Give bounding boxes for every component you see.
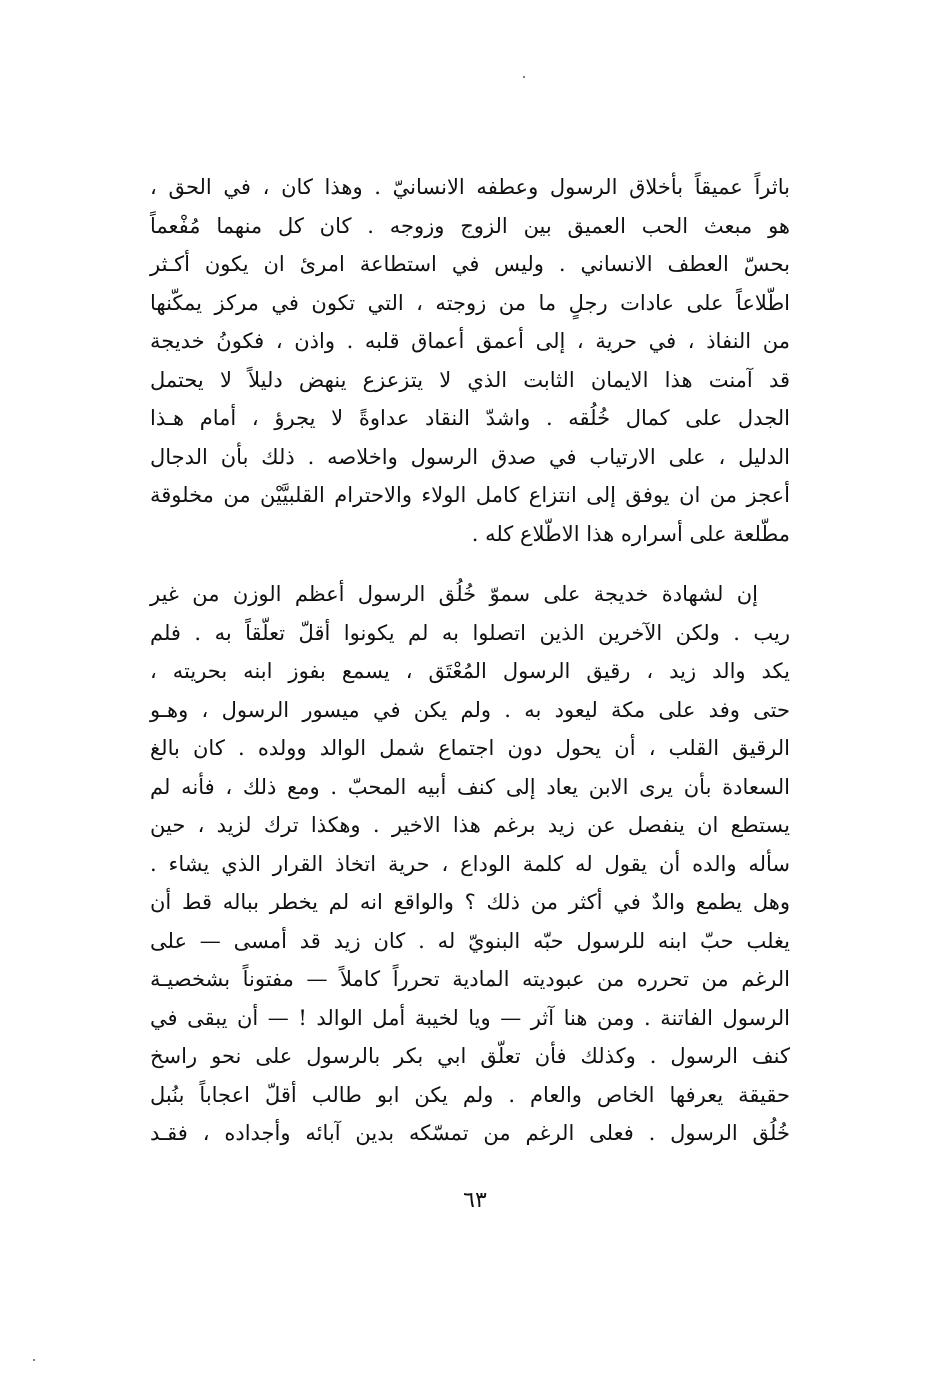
ink-speck bbox=[33, 1359, 35, 1361]
text-line: قد آمنت هذا الايمان الثابت الذي لا يتزعزع ينهض دليلاً لا يحتمل bbox=[150, 367, 790, 392]
text-line: من النفاذ ، في حرية ، إلى أعمق أعماق قلبه . واذن ، فكونُ خديجة bbox=[150, 329, 790, 353]
text-line: الجدل على كمال خُلُقه . واشدّ النقاد عداوةً لا يجرؤ ، أمام هـذا bbox=[150, 406, 790, 430]
paragraph-1 bbox=[150, 168, 790, 553]
text-line: حقيقة يعرفها الخاص والعام . ولم يكن ابو طالب أقلّ اعجاباً بنُبل bbox=[150, 1082, 790, 1107]
text-line: مطّلعة على أسراره هذا الاطّلاع كله . bbox=[471, 521, 790, 546]
text-line: كنف الرسول . وكذلك فأن تعلّق ابي بكر بالرسول على نحو راسخ bbox=[150, 1044, 790, 1068]
text-line: يغلب حبّ ابنه للرسول حبّه البنويّ له . كان زيد قد أمسى — على bbox=[150, 928, 790, 953]
text-line: خُلُق الرسول . فعلى الرغم من تمسّكه بدين آبائه وأجداده ، فقـد bbox=[150, 1121, 790, 1145]
text-line: أعجز من ان يوفق إلى انتزاع كامل الولاء والاحترام القلبيَّيْن من مخلوقة bbox=[150, 483, 790, 507]
text-line: بحسّ العطف الانساني . وليس في استطاعة امرئ ان يكون أكـثر bbox=[150, 252, 790, 276]
text-line: اطّلاعاً على عادات رجلٍ ما من زوجته ، التي تكون في مركز يمكّنها bbox=[150, 290, 790, 315]
text-line: حتى وفد على مكة ليعود به . ولم يكن في ميسور الرسول ، وهـو bbox=[150, 697, 790, 722]
text-line: هو مبعث الحب العميق بين الزوج وزوجه . كان كل منهما مُفْعماً bbox=[150, 213, 790, 238]
text-line: إن لشهادة خديجة على سموّ خُلُق الرسول أعظم الوزن من غير bbox=[150, 582, 758, 606]
text-line: الرقيق القلب ، أن يحول دون اجتماع شمل الوالد وولده . كان بالغ bbox=[150, 736, 790, 760]
text-line: سأله والده أن يقول له كلمة الوداع ، حرية اتخاذ القرار الذي يشاء . bbox=[150, 851, 790, 876]
text-line: يستطع ان ينفصل عن زيد برغم هذا الاخير . وهكذا ترك لزيد ، حين bbox=[150, 813, 790, 837]
text-line: الدليل ، على الارتياب في صدق الرسول واخلاصه . ذلك بأن الدجال bbox=[150, 444, 790, 469]
text-line: وهل يطمع والدٌ في أكثر من ذلك ؟ والواقع انه لم يخطر بباله قط أن bbox=[150, 890, 791, 914]
text-line: ريب . ولكن الآخرين الذين اتصلوا به لم يكونوا أقلّ تعلّقاً به . فلم bbox=[150, 620, 790, 645]
text-line: الرغم من تحرره من عبوديته المادية تحرراً كاملاً — مفتوناً بشخصيـة bbox=[150, 967, 790, 991]
text-line: السعادة بأن يرى الابن يعاد إلى كنف أبيه المحبّ . ومع ذلك ، فأنه لم bbox=[150, 774, 790, 799]
ink-speck bbox=[523, 76, 525, 78]
paragraph-2 bbox=[150, 575, 790, 1153]
text-line: باثراً عميقاً بأخلاق الرسول وعطفه الانسانيّ . وهذا كان ، في الحق ، bbox=[150, 175, 790, 199]
text-line: الرسول الفاتنة . ومن هنا آثر — ويا لخيبة أمل الوالد ! — أن يبقى في bbox=[150, 1005, 790, 1030]
text-line: يكد والد زيد ، رقيق الرسول المُعْتَق ، يسمع بفوز ابنه بحريته ، bbox=[150, 659, 790, 683]
page-number: ٦٣ bbox=[463, 1188, 487, 1213]
